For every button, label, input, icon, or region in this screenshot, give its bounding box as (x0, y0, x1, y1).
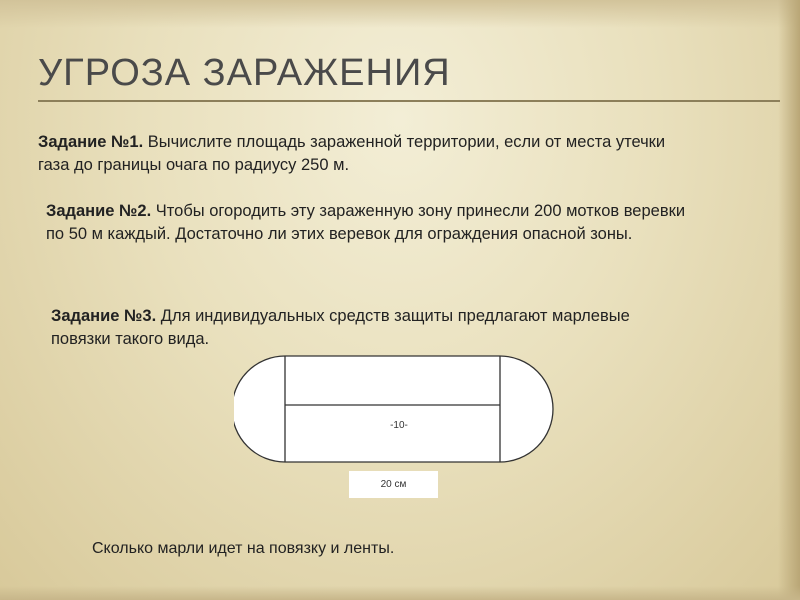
slide-bottom-shade (0, 586, 800, 600)
slide-title: УГРОЗА ЗАРАЖЕНИЯ (38, 52, 451, 94)
slide-right-shade (778, 0, 800, 600)
task-1-text: Вычислите площадь зараженной территории, если от места утечки газа до границы очага по радиусу 250 м. (38, 133, 666, 174)
task-3-text: Для индивидуальных средств защиты предлагают марлевые повязки такого вида. (51, 307, 630, 348)
task-3-label: Задание №3. (51, 307, 157, 325)
task-2-text: Чтобы огородить эту зараженную зону принесли 200 мотков веревки по 50 м каждый. Достаточно ли этих веревок для ограждения опасной зоны. (46, 202, 686, 243)
size-label-box (349, 471, 438, 498)
question-text: Сколько марли идет на повязку и ленты. (92, 540, 395, 557)
size-label: 20 см (380, 479, 407, 490)
slide-top-shade (0, 0, 800, 28)
bandage-center-label: -10- (390, 420, 408, 431)
task-1-label: Задание №1. (38, 133, 144, 151)
bandage-outline (234, 356, 553, 462)
gauze-bandage-diagram (234, 354, 554, 466)
task-2-label: Задание №2. (46, 202, 152, 220)
task-2 (46, 200, 696, 246)
title-underline (38, 100, 780, 102)
task-1 (38, 131, 698, 177)
task-3 (51, 305, 691, 351)
